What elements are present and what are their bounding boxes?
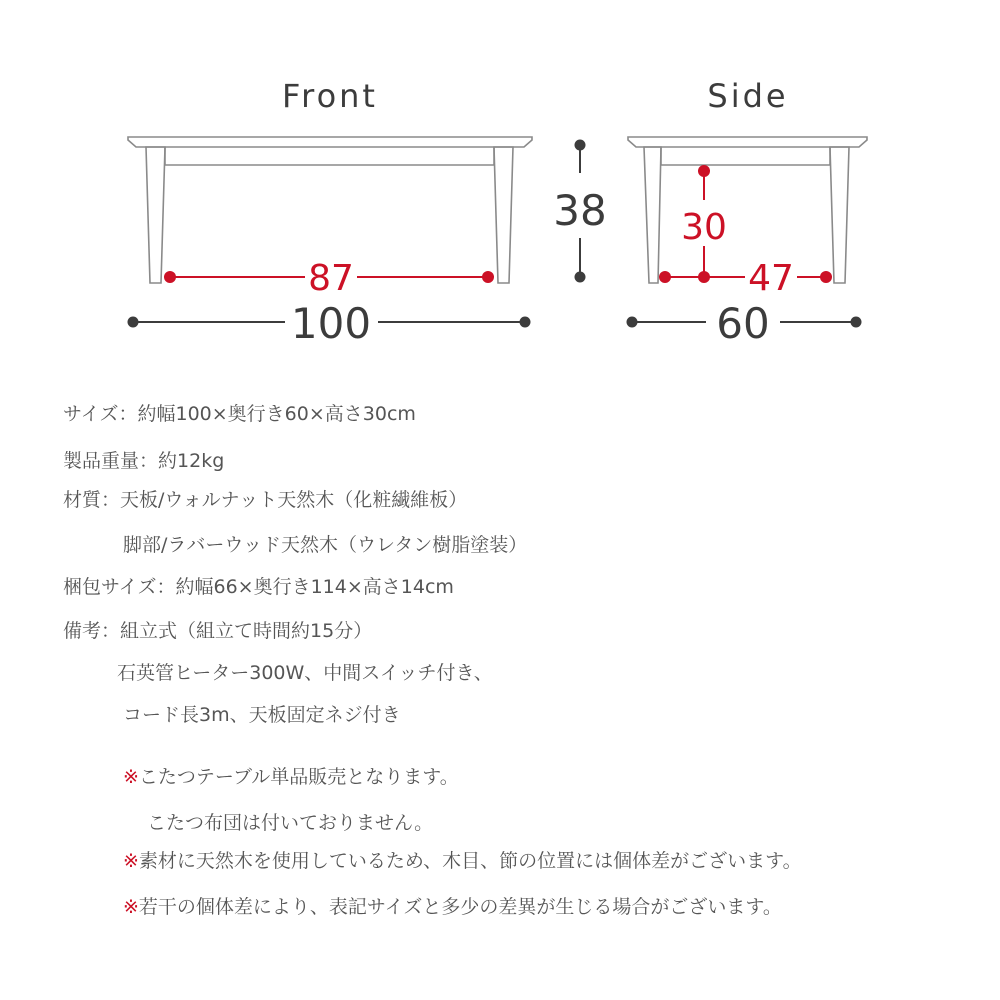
side-width-dimension — [627, 299, 862, 348]
front-view-title: Front — [282, 77, 378, 115]
spec-material-legs — [123, 536, 527, 555]
note-text: 素材に天然木を使用しているため、木目、節の位置には個体差がございます。 — [138, 850, 802, 872]
total-height-dimension — [553, 140, 606, 283]
spec-remarks — [63, 622, 372, 641]
spec-material-value: 天板/ウォルナット天然木（化粧繊維板） — [120, 489, 468, 511]
spec-material-legs-value: 脚部/ラバーウッド天然木（ウレタン樹脂塗装） — [123, 534, 528, 556]
side-inner-height-dimension — [681, 165, 727, 277]
side-inner-height-label: 30 — [681, 207, 727, 248]
spec-remarks-heater — [117, 664, 493, 683]
spec-remarks-value: 組立式（組立て時間約15分） — [120, 620, 373, 642]
total-height-label: 38 — [553, 186, 607, 235]
spec-package-size-value: 約幅66×奥行き114×高さ14cm — [175, 576, 454, 598]
spec-package-size — [63, 578, 454, 597]
spec-material — [63, 491, 467, 510]
note-size-variance — [123, 898, 782, 917]
spec-remarks-label: 備考： — [63, 620, 121, 642]
spec-remarks-cord — [123, 706, 401, 725]
side-inner-depth-label: 47 — [748, 258, 794, 299]
note-text: こたつテーブル単品販売となります。 — [138, 766, 459, 788]
spec-size-label: サイズ： — [63, 403, 138, 425]
note-text: 若干の個体差により、表記サイズと多少の差異が生じる場合がございます。 — [138, 896, 782, 918]
note-natural-wood — [123, 852, 802, 871]
side-view-title: Side — [707, 77, 789, 115]
note-mark: ※ — [123, 896, 139, 918]
front-width-label: 100 — [290, 299, 372, 348]
spec-weight-value: 約12kg — [158, 450, 225, 472]
spec-remarks-cord-value: コード長3m、天板固定ネジ付き — [123, 704, 401, 726]
note-futon-not-included — [147, 814, 433, 833]
side-width-label: 60 — [716, 299, 770, 348]
spec-weight-label: 製品重量： — [63, 450, 159, 472]
spec-size-value: 約幅100×奥行き60×高さ30cm — [137, 403, 416, 425]
spec-remarks-heater-value: 石英管ヒーター300W、中間スイッチ付き、 — [117, 662, 493, 684]
spec-package-size-label: 梱包サイズ： — [63, 576, 176, 598]
spec-size — [63, 405, 416, 424]
note-mark: ※ — [123, 766, 139, 788]
note-mark: ※ — [123, 850, 139, 872]
side-inner-depth-dimension — [659, 258, 832, 299]
spec-material-label: 材質： — [63, 489, 121, 511]
dimension-diagram — [0, 0, 1000, 370]
front-inner-width-dimension — [164, 258, 494, 299]
note-sold-separately — [123, 768, 459, 787]
spec-weight — [63, 452, 224, 471]
note-text: こたつ布団は付いておりません。 — [147, 812, 434, 834]
front-width-dimension — [128, 299, 531, 348]
front-inner-width-label: 87 — [308, 258, 354, 299]
